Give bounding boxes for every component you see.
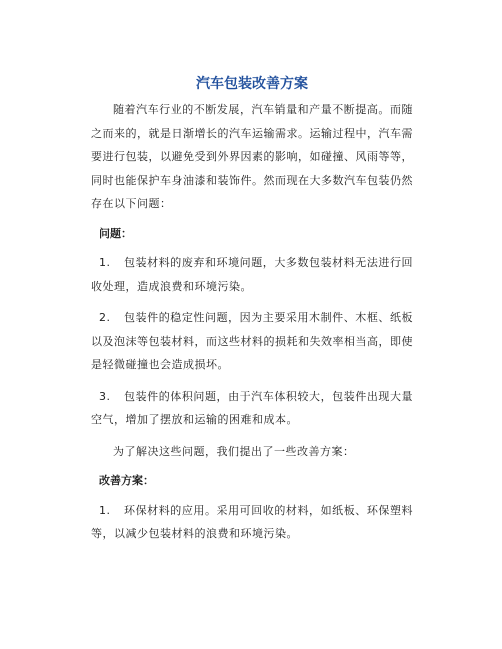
solution-text: 环保材料的应用。采用可回收的材料，如纸板、环保塑料等，以减少包装材料的浪费和环境污染。 [91,503,413,540]
solutions-heading: 改善方案： [99,474,154,487]
intro-paragraph: 随着汽车行业的不断发展，汽车销量和产量不断提高。而随之而来的，就是日渐增长的汽车运输需求。运输过程中，汽车需要进行包装，以避免受到外界因素的影响，如碰撞、风雨等等，同时也能保护车身油漆和装饰件。然而现在大多数汽车包装仍然存在以下问题： [91,103,413,210]
solution-item-1 [91,499,413,546]
problem-text: 包装件的稳定性问题，因为主要采用木制件、木框、纸板以及泡沫等包装材料，而这些材料的损耗和失效率相当高，即使是轻微碰撞也会造成损坏。 [91,311,413,371]
problem-item-3 [91,385,413,432]
document-content [91,74,413,554]
problem-number: 3. [99,389,111,403]
problem-item-2 [91,306,413,377]
document-title: 汽车包装改善方案 [196,76,308,92]
problem-text: 包装材料的废弃和环境问题，大多数包装材料无法进行回收处理，造成浪费和环境污染。 [91,256,413,293]
problem-text: 包装件的体积问题，由于汽车体积较大，包装件出现大量空气，增加了摆放和运输的困难和成本。 [91,389,413,426]
transition-paragraph: 为了解决这些问题，我们提出了一些改善方案： [113,444,355,458]
problem-item-1 [91,251,413,298]
problem-number: 2. [99,311,111,324]
solution-number: 1. [99,503,111,517]
problems-heading: 问题： [99,226,132,240]
problem-number: 1. [99,256,111,269]
